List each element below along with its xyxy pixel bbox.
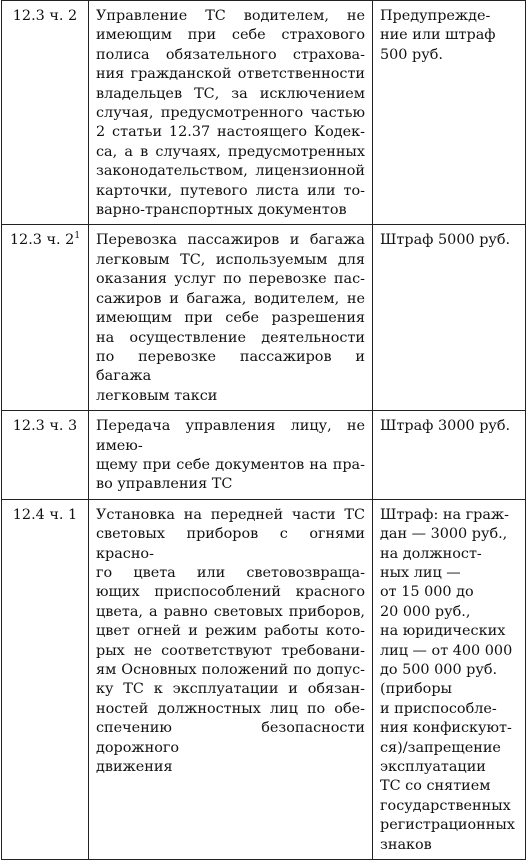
penalty-line: Штраф: на граж- (380, 506, 510, 523)
penalty-line: государственных (380, 797, 511, 814)
penalty-line: на юридических (380, 623, 506, 640)
description-line: Установка на передней части ТС (96, 506, 365, 523)
penalty-cell (373, 499, 526, 859)
description-line: 2 статьи 12.37 настоящего Кодек- (96, 124, 365, 141)
penalty-line: дан — 3000 руб., (380, 526, 508, 543)
penalty-line: (приборы (380, 681, 453, 698)
penalty-line: Штраф 3000 руб. (380, 418, 511, 435)
description-line: легковым ТС, используемым для (96, 251, 365, 268)
description-line: цвета, а равно световых приборов, (96, 603, 365, 620)
article-number: 12.4 ч. 1 (12, 506, 78, 523)
article-cell (2, 411, 89, 500)
description-line: спечению безопасности дорожного (96, 720, 365, 756)
penalty-line: эксплуатации (380, 759, 486, 776)
article-number: 12.3 ч. 2 (12, 8, 78, 24)
table-row (2, 411, 526, 500)
description-line: движения (96, 759, 173, 776)
description-line: рых не соответствуют требовани- (96, 642, 365, 659)
description-line: законодательством, лицензионной (96, 163, 365, 180)
penalty-line: на должност- (380, 545, 482, 562)
description-line: ям Основных положений по допус- (96, 662, 365, 678)
penalty-line: 500 руб. (380, 46, 443, 63)
table-row (2, 225, 526, 411)
description-line: во управления ТС (96, 476, 233, 493)
article-number: 12.3 ч. 3 (12, 418, 78, 435)
description-line: Управление ТС водителем, не (96, 8, 365, 24)
article-cell (2, 1, 89, 225)
description-line: на осуществление деятельности (96, 329, 365, 346)
description-line: ку ТС к эксплуатации и обязан- (96, 681, 365, 698)
article-number: 12.3 ч. 2 (9, 232, 75, 249)
penalty-line: ся)/запрещение (380, 739, 501, 756)
penalty-line: ние или штраф (380, 27, 496, 44)
penalty-line: знаков (380, 836, 432, 853)
description-line: ния гражданской ответственности (96, 66, 365, 83)
description-cell (89, 411, 373, 500)
penalty-line: и приспособле- (380, 700, 497, 717)
description-cell (89, 499, 373, 859)
penalty-line: Штраф 5000 руб. (380, 232, 511, 249)
table-row (2, 1, 526, 225)
description-line: оказания услуг по перевозке пас- (96, 271, 365, 288)
article-cell (2, 499, 89, 859)
description-line: по перевозке пассажиров и багажа (96, 348, 365, 385)
article-superscript: 1 (74, 231, 81, 242)
description-line: световых приборов с огнями красно- (96, 526, 365, 562)
penalty-line: ТС со снятием (380, 778, 491, 795)
penalty-line: лиц — от 400 000 (380, 642, 513, 659)
penalty-cell (373, 1, 526, 225)
description-line: цвет огней и режим работы кото- (96, 623, 365, 640)
penalty-line: ных лиц — (380, 564, 461, 581)
description-cell (89, 1, 373, 225)
description-line: щему при себе документов на пра- (96, 456, 365, 473)
article-cell (2, 225, 89, 411)
description-line: варно-транспортных документов (96, 202, 347, 219)
penalty-line: регистрационных (380, 817, 515, 834)
description-line: го цвета или световозвраща- (96, 564, 365, 581)
description-line: ющих приспособлений красного (96, 584, 365, 601)
table-row (2, 499, 526, 859)
description-line: сажиров и багажа, водителем, не (96, 290, 365, 307)
description-line: карточки, путевого листа или то- (96, 182, 365, 199)
description-line: имеющим при себе разрешения (96, 310, 365, 327)
description-line: Перевозка пассажиров и багажа (96, 232, 365, 249)
description-line: са, а в случаях, предусмотренных (96, 143, 365, 160)
penalty-line: Предупрежде- (380, 8, 491, 24)
description-line: владельцев ТС, за исключением (96, 85, 365, 102)
penalty-line: до 500 000 руб. (380, 662, 498, 678)
description-line: полиса обязательного страхова- (96, 46, 365, 63)
description-line: имеющим при себе страхового (96, 27, 365, 44)
description-line: Передача управления лицу, не имею- (96, 418, 365, 454)
penalties-table (1, 0, 526, 860)
penalty-cell (373, 411, 526, 500)
penalty-line: от 15 000 до (380, 584, 474, 601)
penalty-line: ния конфискуют- (380, 720, 512, 737)
description-line: случая, предусмотренного частью (96, 105, 365, 122)
description-line: легковым такси (96, 387, 218, 404)
description-line: ностей должностных лиц по обе- (96, 700, 365, 717)
description-cell (89, 225, 373, 411)
penalty-cell (373, 225, 526, 411)
penalty-line: 20 000 руб., (380, 603, 471, 620)
